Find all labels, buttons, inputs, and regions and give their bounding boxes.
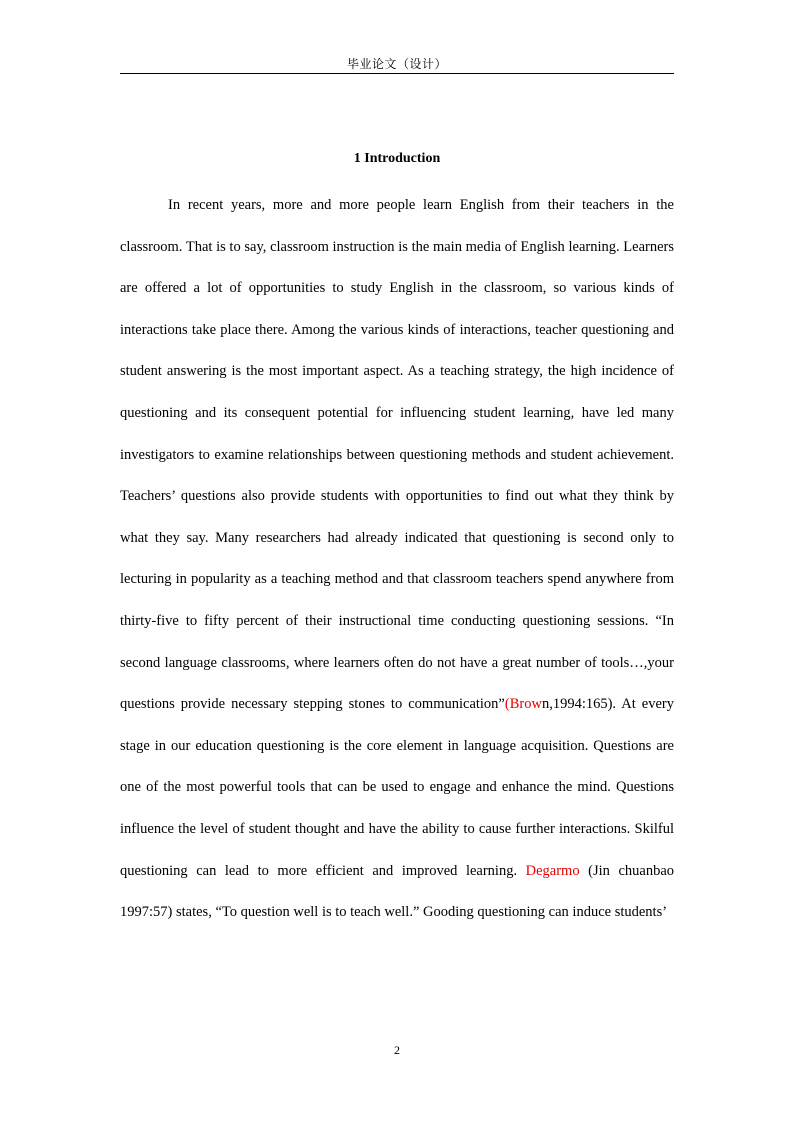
body-text-segment: In recent years, more and more people learn English from their teachers in the classroom. That is to say, classroom instruction is the main media of English learning. Learners are offered a lot of opportunities to study English in the classroom, so various kinds of interactions take place there. Among the various kinds of interactions, teacher questioning and student answering is the most important aspect. As a teaching strategy, the high incidence of questioning and its consequent potential for influencing student learning, have led many investigators to examine relationships between questioning methods and student achievement. Teachers’ questions also provide students with opportunities to find out what they think by what they say. Many researchers had already indicated that questioning is second only to lecturing in popularity as a teaching method and that classroom teachers spend anywhere from thirty-five to fifty percent of their instructional time conducting questioning sessions. “In second language classrooms, where learners often do not have a great number of tools…,your questions provide necessary stepping stones to communication” <box>120 197 674 713</box>
citation-highlight: (Brow <box>504 696 542 713</box>
page-number: 2 <box>394 1043 400 1057</box>
body-text-segment: (Jin chuanbao 1997:57) states, “To question well is to teach well.” Gooding questioning can induce students’ <box>120 862 675 921</box>
body-text-segment: n,1994:165). At every stage in our education questioning is the core element in language acquisition. Questions are one of the most powerful tools that can be used to engage and enhance the mind. Questions influence the level of student thought and have the ability to cause further interactions. Skilful questioning can lead to more efficient and improved learning. <box>120 696 674 879</box>
header-rule <box>120 73 674 74</box>
section-heading: 1 Introduction <box>353 151 441 166</box>
body-paragraph <box>120 185 674 934</box>
citation-highlight: Degarmo <box>525 862 580 879</box>
running-header: 毕业论文（设计） <box>346 57 447 71</box>
